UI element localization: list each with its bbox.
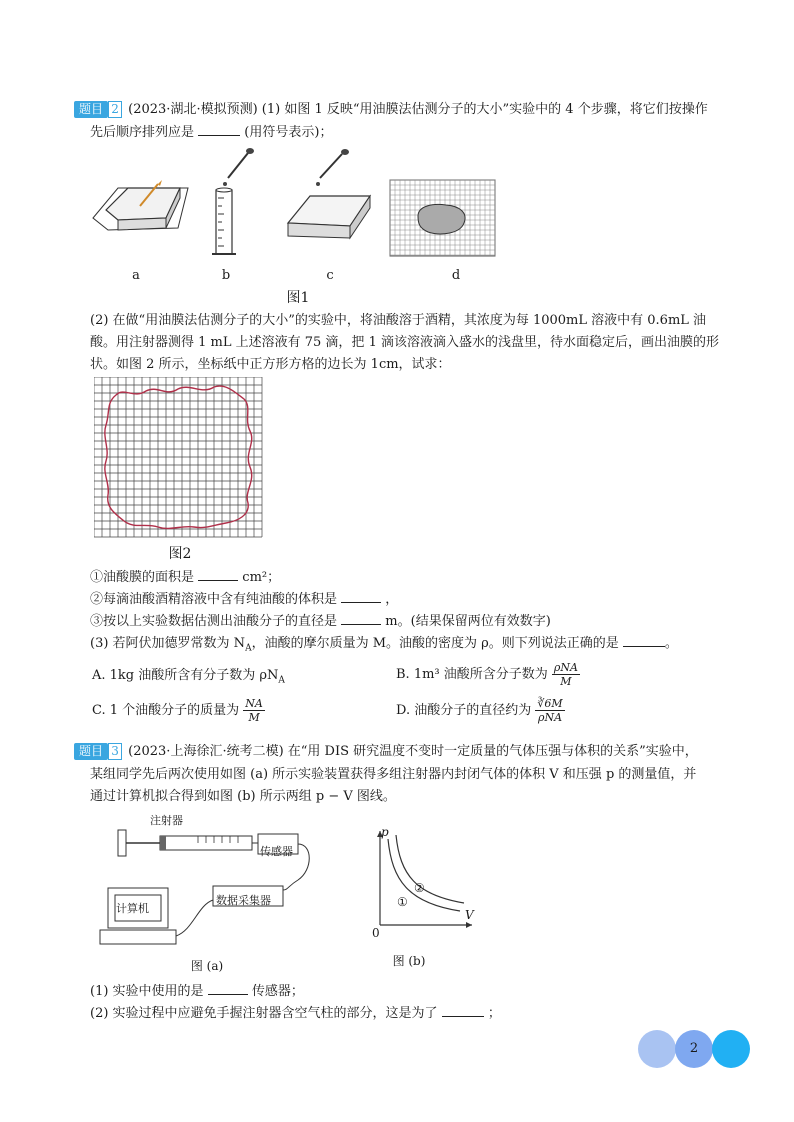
- q3-sub1-end: 传感器；: [251, 984, 304, 999]
- q3-answer-blank-reason[interactable]: [442, 1016, 484, 1017]
- option-a[interactable]: [92, 667, 285, 690]
- q3-answer-blank-sensor[interactable]: [208, 994, 248, 995]
- figa-caption: 图 (a): [190, 959, 224, 973]
- axis-label-v: V: [465, 908, 474, 922]
- fig1-tray-c: [288, 149, 370, 238]
- fig1-cylinder-b: [212, 148, 254, 254]
- q2-sub2-text: ②每滴油酸酒精溶液中含有纯油酸的体积是: [90, 592, 338, 607]
- q2-part2-line2: 酸。用注射器测得 1 mL 上述溶液有 75 滴，把 1 滴该溶液滴入盛水的浅盘里，待水面稳定后，画出油膜的形: [90, 335, 719, 350]
- q3-sub2: [90, 1005, 501, 1023]
- q2-answer-blank-diameter[interactable]: [341, 624, 381, 625]
- option-b[interactable]: [396, 660, 580, 690]
- q2-part3: [90, 635, 678, 658]
- q2-text-2a: 先后顺序排列应是: [90, 125, 195, 140]
- q2-answer-blank-volume[interactable]: [341, 602, 381, 603]
- q2-part3-sub: A: [245, 643, 252, 654]
- option-d-numerator: ∛6M: [537, 697, 563, 710]
- q3-tag: 题目: [74, 743, 108, 760]
- option-c-denominator: M: [248, 711, 260, 724]
- option-b-text: B. 1m³ 油酸所含分子数为: [396, 667, 548, 682]
- q2-sub3-text: ③按以上实验数据估测出油酸分子的直径是: [90, 614, 338, 629]
- label-sensor: 传感器: [260, 845, 293, 858]
- fig1-label-c: c: [326, 268, 334, 283]
- figure-a-apparatus: [98, 810, 328, 950]
- q2-part2-line3: 状。如图 2 所示，坐标纸中正方形方格的边长为 1cm，试求：: [90, 357, 451, 372]
- option-b-fraction: [552, 661, 580, 688]
- q2-answer-blank-area[interactable]: [198, 580, 238, 581]
- figure-2: [94, 377, 266, 539]
- axis-origin: 0: [372, 926, 380, 940]
- option-b-numerator: ρNA: [553, 661, 578, 674]
- fig1-label-b: b: [221, 268, 231, 283]
- q2-answer-blank-choice[interactable]: [623, 646, 665, 647]
- option-b-denominator: M: [560, 675, 572, 688]
- q3-number: 3: [108, 743, 122, 760]
- fig2-caption: 图2: [168, 546, 192, 562]
- fig1-caption: 图1: [286, 290, 310, 306]
- label-syringe: 注射器: [150, 814, 183, 827]
- q2-sub3-unit: m。(结果保留两位有效数字): [385, 614, 551, 629]
- label-computer: 计算机: [116, 902, 149, 915]
- figure-1: [88, 148, 498, 266]
- q3-line1: [74, 743, 698, 761]
- q3-text-1: (2023·上海徐汇·统考二模) 在“用 DIS 研究温度不变时一定质量的气体压强与体积的关系”实验中，: [128, 744, 698, 759]
- option-a-sub: A: [278, 675, 285, 686]
- q2-sub2: [90, 591, 398, 609]
- q2-number: 2: [108, 101, 122, 118]
- fig1-label-d: d: [451, 268, 461, 283]
- option-d-text: D. 油酸分子的直径约为: [396, 703, 532, 718]
- option-c-numerator: NA: [245, 697, 263, 710]
- q3-line2: 某组同学先后两次使用如图 (a) 所示实验装置获得多组注射器内封闭气体的体积 V 和压强 p 的测量值，并: [90, 767, 697, 782]
- q2-part3-text-a: (3) 若阿伏加德罗常数为 N: [90, 636, 246, 651]
- label-collector: 数据采集器: [216, 894, 271, 907]
- page-badge-circle-left: [638, 1030, 676, 1068]
- q3-sub1: [90, 983, 304, 1001]
- q2-part3-end: 。: [664, 636, 678, 651]
- q2-sub1: [90, 569, 280, 587]
- q2-text-1: (2023·湖北·模拟预测) (1) 如图 1 反映“用油膜法估测分子的大小”实验中的 4 个步骤，将它们按操作: [128, 102, 708, 117]
- q2-sub1-unit: cm²；: [242, 570, 281, 585]
- fig1-tray-a: [93, 180, 188, 230]
- axis-label-p: p: [381, 825, 389, 839]
- figb-caption: 图 (b): [392, 954, 426, 968]
- q2-sub1-text: ①油酸膜的面积是: [90, 570, 195, 585]
- option-d[interactable]: [396, 696, 565, 726]
- curve-label-1: ①: [397, 895, 408, 909]
- q3-sub1-text: (1) 实验中使用的是: [90, 984, 204, 999]
- fig1-grid-d: [390, 180, 495, 256]
- q3-line3: 通过计算机拟合得到如图 (b) 所示两组 p − V 图线。: [90, 789, 396, 804]
- q2-part2-line1: (2) 在做“用油膜法估测分子的大小”的实验中，将油酸溶于酒精，其浓度为每 1000mL 溶液中有 0.6mL 油: [90, 313, 707, 328]
- page-number: 2: [675, 1030, 713, 1068]
- q2-answer-blank-order[interactable]: [198, 135, 240, 136]
- option-d-fraction: [535, 697, 564, 724]
- q3-sub2-text: (2) 实验过程中应避免手握注射器含空气柱的部分，这是为了: [90, 1006, 438, 1021]
- q2-line1: [74, 101, 708, 119]
- q2-sub3: [90, 613, 551, 631]
- q3-sub2-end: ；: [487, 1006, 501, 1021]
- q2-tag: 题目: [74, 101, 108, 118]
- option-d-denominator: ρNA: [537, 711, 563, 724]
- q2-line2: [90, 124, 332, 142]
- option-c-text: C. 1 个油酸分子的质量为: [92, 703, 240, 718]
- option-c[interactable]: [92, 696, 265, 726]
- option-a-text: A. 1kg 油酸所含有分子数为 ρN: [92, 668, 279, 683]
- q2-sub2-end: ，: [385, 592, 399, 607]
- fig1-label-a: a: [132, 268, 140, 283]
- option-c-fraction: [243, 697, 265, 724]
- q2-text-2b: (用符号表示)；: [244, 125, 333, 140]
- curve-label-2: ②: [414, 881, 425, 895]
- q2-part3-text-b: ，油酸的摩尔质量为 M。油酸的密度为 ρ。则下列说法正确的是: [251, 636, 619, 651]
- page-badge-circle-right: [712, 1030, 750, 1068]
